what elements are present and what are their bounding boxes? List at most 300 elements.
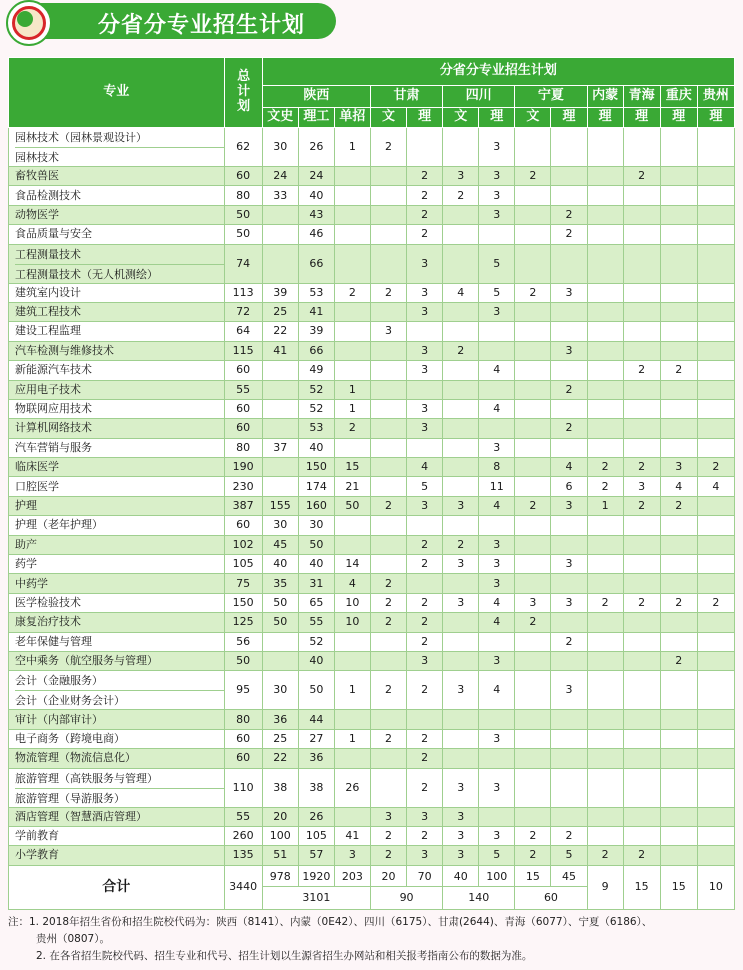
plan-cell: 2 [407, 535, 443, 554]
row-total: 260 [224, 826, 262, 845]
plan-cell: 24 [298, 167, 334, 186]
plan-cell: 10 [334, 593, 370, 612]
plan-cell: 1 [587, 496, 623, 515]
plan-cell [407, 574, 443, 593]
plan-cell [587, 167, 623, 186]
header-province: 宁夏 [515, 86, 587, 108]
plan-cell [443, 613, 479, 632]
plan-cell: 3 [623, 477, 660, 496]
plan-cell: 66 [298, 244, 334, 283]
plan-cell [370, 361, 406, 380]
row-total: 56 [224, 632, 262, 651]
plan-cell: 2 [407, 632, 443, 651]
plan-cell [443, 749, 479, 768]
plan-cell [443, 225, 479, 244]
plan-cell [587, 302, 623, 321]
footnotes [8, 914, 735, 965]
plan-cell [623, 729, 660, 748]
total-shaanxi: 978 1920 203 3101 [262, 865, 370, 909]
plan-cell [660, 710, 697, 729]
plan-cell [697, 729, 734, 748]
plan-cell: 3 [443, 593, 479, 612]
row-total: 60 [224, 361, 262, 380]
plan-cell [587, 535, 623, 554]
table-row [9, 496, 735, 515]
plan-cell [370, 768, 406, 807]
plan-cell [370, 244, 406, 283]
plan-cell: 37 [262, 438, 298, 457]
plan-cell [623, 632, 660, 651]
plan-cell [407, 322, 443, 341]
plan-cell [479, 710, 515, 729]
plan-cell [334, 244, 370, 283]
table-row [9, 555, 735, 574]
plan-cell [262, 632, 298, 651]
plan-cell: 3 [443, 826, 479, 845]
plan-cell [515, 671, 551, 710]
plan-cell: 2 [660, 496, 697, 515]
plan-cell [660, 167, 697, 186]
plan-cell [370, 710, 406, 729]
plan-cell: 31 [298, 574, 334, 593]
plan-cell [697, 399, 734, 418]
plan-cell: 2 [623, 846, 660, 865]
plan-cell: 26 [334, 768, 370, 807]
plan-cell [697, 807, 734, 826]
row-total: 230 [224, 477, 262, 496]
plan-cell: 50 [298, 671, 334, 710]
plan-cell: 3 [551, 555, 587, 574]
row-total: 60 [224, 516, 262, 535]
total-label: 合计 [9, 865, 225, 909]
plan-cell [660, 205, 697, 224]
plan-cell [697, 496, 734, 515]
major-name-line: 旅游管理（高铁服务与管理） [15, 771, 158, 785]
plan-cell: 22 [262, 749, 298, 768]
table-row [9, 729, 735, 748]
plan-cell [443, 419, 479, 438]
plan-cell [623, 535, 660, 554]
major-name: 临床医学 [9, 458, 225, 477]
plan-cell [443, 322, 479, 341]
plan-cell [697, 341, 734, 360]
plan-cell [262, 361, 298, 380]
plan-cell: 53 [298, 419, 334, 438]
plan-cell [551, 399, 587, 418]
plan-cell [551, 535, 587, 554]
plan-cell: 3 [407, 846, 443, 865]
header-sub: 理 [587, 108, 623, 128]
plan-cell [443, 729, 479, 748]
plan-cell: 26 [298, 128, 334, 167]
row-total: 55 [224, 380, 262, 399]
table-row [9, 419, 735, 438]
plan-cell [334, 225, 370, 244]
header-province: 重庆 [660, 86, 697, 108]
plan-cell [587, 361, 623, 380]
table-row [9, 671, 735, 710]
plan-cell: 4 [479, 361, 515, 380]
plan-cell: 40 [298, 438, 334, 457]
plan-cell [623, 710, 660, 729]
plan-cell [443, 128, 479, 167]
plan-cell: 40 [298, 555, 334, 574]
plan-cell: 3 [551, 283, 587, 302]
row-total: 150 [224, 593, 262, 612]
plan-cell: 160 [298, 496, 334, 515]
plan-cell [551, 574, 587, 593]
plan-cell: 2 [370, 283, 406, 302]
plan-cell [623, 574, 660, 593]
plan-cell: 2 [587, 477, 623, 496]
plan-cell: 2 [697, 458, 734, 477]
plan-cell: 22 [262, 322, 298, 341]
plan-cell [623, 555, 660, 574]
plan-cell [334, 807, 370, 826]
table-row [9, 710, 735, 729]
plan-cell: 30 [262, 128, 298, 167]
plan-cell [407, 710, 443, 729]
plan-cell: 1 [334, 399, 370, 418]
plan-cell: 4 [479, 593, 515, 612]
plan-cell [370, 419, 406, 438]
plan-cell [660, 555, 697, 574]
plan-cell: 3 [370, 322, 406, 341]
plan-cell [370, 399, 406, 418]
table-row [9, 438, 735, 457]
plan-cell [587, 749, 623, 768]
major-name [9, 671, 225, 710]
table-row [9, 128, 735, 167]
major-name [9, 128, 225, 167]
plan-cell [660, 749, 697, 768]
plan-cell: 4 [479, 613, 515, 632]
plan-cell: 3 [334, 846, 370, 865]
table-row [9, 574, 735, 593]
row-total: 387 [224, 496, 262, 515]
header-sub: 文 [515, 108, 551, 128]
table-row [9, 651, 735, 670]
plan-cell [660, 302, 697, 321]
plan-cell [587, 438, 623, 457]
row-total: 60 [224, 399, 262, 418]
plan-cell: 3 [479, 555, 515, 574]
plan-cell: 2 [407, 749, 443, 768]
plan-cell: 41 [334, 826, 370, 845]
plan-cell [551, 807, 587, 826]
plan-cell: 11 [479, 477, 515, 496]
plan-cell: 45 [262, 535, 298, 554]
plan-cell [697, 516, 734, 535]
plan-cell [623, 749, 660, 768]
plan-cell [334, 632, 370, 651]
plan-cell: 2 [660, 651, 697, 670]
major-name: 计算机网络技术 [9, 419, 225, 438]
table-row [9, 283, 735, 302]
plan-cell: 2 [551, 225, 587, 244]
major-name: 物联网应用技术 [9, 399, 225, 418]
plan-cell: 2 [370, 496, 406, 515]
plan-cell: 3 [443, 768, 479, 807]
plan-cell: 3 [407, 651, 443, 670]
row-total: 80 [224, 186, 262, 205]
plan-cell: 3 [407, 419, 443, 438]
plan-cell [443, 244, 479, 283]
plan-cell: 25 [262, 729, 298, 748]
plan-cell [370, 186, 406, 205]
plan-cell [697, 574, 734, 593]
plan-cell [660, 225, 697, 244]
plan-cell [334, 322, 370, 341]
plan-cell: 8 [479, 458, 515, 477]
plan-cell [623, 128, 660, 167]
plan-cell [623, 244, 660, 283]
major-name: 康复治疗技术 [9, 613, 225, 632]
plan-cell: 2 [443, 186, 479, 205]
table-row [9, 846, 735, 865]
plan-cell: 2 [407, 613, 443, 632]
banner [0, 0, 743, 46]
plan-cell: 2 [370, 613, 406, 632]
row-total: 72 [224, 302, 262, 321]
plan-cell [587, 341, 623, 360]
plan-cell: 1 [334, 380, 370, 399]
major-name-line: 会计（金融服务） [15, 674, 103, 688]
plan-cell: 3 [443, 846, 479, 865]
plan-cell [407, 128, 443, 167]
major-name: 学前教育 [9, 826, 225, 845]
major-name: 建筑室内设计 [9, 283, 225, 302]
plan-cell: 2 [551, 826, 587, 845]
major-name: 电子商务（跨境电商） [9, 729, 225, 748]
plan-cell [262, 419, 298, 438]
plan-cell [551, 729, 587, 748]
major-name-line: 工程测量技术 [15, 247, 81, 261]
plan-cell [443, 458, 479, 477]
plan-cell: 3 [479, 205, 515, 224]
plan-cell [587, 205, 623, 224]
header-total: 总计划 [224, 58, 262, 128]
plan-cell: 4 [551, 458, 587, 477]
plan-cell: 5 [551, 846, 587, 865]
plan-cell [660, 283, 697, 302]
plan-cell: 3 [551, 496, 587, 515]
plan-cell: 3 [479, 128, 515, 167]
plan-cell [660, 438, 697, 457]
plan-cell [660, 729, 697, 748]
plan-cell: 33 [262, 186, 298, 205]
major-name [9, 768, 225, 807]
plan-cell [334, 516, 370, 535]
plan-cell [660, 186, 697, 205]
plan-cell [697, 438, 734, 457]
plan-cell: 3 [479, 729, 515, 748]
plan-cell [697, 167, 734, 186]
row-total: 113 [224, 283, 262, 302]
plan-cell [370, 167, 406, 186]
plan-cell: 53 [298, 283, 334, 302]
plan-cell: 39 [262, 283, 298, 302]
table-row [9, 186, 735, 205]
plan-cell: 38 [262, 768, 298, 807]
plan-cell [515, 632, 551, 651]
plan-cell [479, 419, 515, 438]
table-row [9, 613, 735, 632]
header-sub: 文 [370, 108, 406, 128]
plan-cell [515, 419, 551, 438]
header-sub: 理 [551, 108, 587, 128]
plan-cell: 24 [262, 167, 298, 186]
plan-cell [262, 244, 298, 283]
plan-cell: 2 [515, 846, 551, 865]
plan-cell [407, 438, 443, 457]
row-total: 135 [224, 846, 262, 865]
plan-cell [515, 729, 551, 748]
total-grand: 3440 [224, 865, 262, 909]
plan-cell [515, 477, 551, 496]
plan-cell: 40 [262, 555, 298, 574]
table-row [9, 516, 735, 535]
plan-cell [334, 651, 370, 670]
table-row [9, 167, 735, 186]
major-name: 酒店管理（智慧酒店管理） [9, 807, 225, 826]
plan-cell [623, 516, 660, 535]
plan-cell: 4 [660, 477, 697, 496]
table-row [9, 399, 735, 418]
plan-cell: 3 [479, 826, 515, 845]
plan-cell: 2 [370, 846, 406, 865]
plan-cell [370, 477, 406, 496]
plan-cell [551, 361, 587, 380]
major-name: 应用电子技术 [9, 380, 225, 399]
plan-cell: 25 [262, 302, 298, 321]
plan-cell: 3 [443, 807, 479, 826]
plan-cell [623, 613, 660, 632]
plan-cell: 2 [515, 167, 551, 186]
plan-cell [623, 341, 660, 360]
major-name: 畜牧兽医 [9, 167, 225, 186]
total-guizhou: 10 [697, 865, 734, 909]
total-neimeng: 9 [587, 865, 623, 909]
plan-cell [515, 555, 551, 574]
plan-cell: 46 [298, 225, 334, 244]
plan-cell [697, 826, 734, 845]
plan-cell [660, 846, 697, 865]
plan-cell [623, 438, 660, 457]
plan-cell [515, 186, 551, 205]
plan-cell [262, 225, 298, 244]
plan-cell [587, 768, 623, 807]
plan-cell [370, 535, 406, 554]
plan-cell [515, 651, 551, 670]
plan-cell [660, 419, 697, 438]
plan-cell [479, 322, 515, 341]
plan-cell [660, 613, 697, 632]
plan-cell: 3 [407, 361, 443, 380]
plan-cell [697, 225, 734, 244]
plan-cell: 4 [479, 671, 515, 710]
plan-cell [479, 749, 515, 768]
plan-cell [551, 302, 587, 321]
major-name: 护理 [9, 496, 225, 515]
table-row [9, 749, 735, 768]
plan-cell [443, 399, 479, 418]
plan-cell [370, 302, 406, 321]
plan-cell: 3 [551, 341, 587, 360]
plan-cell [334, 186, 370, 205]
plan-cell: 3 [443, 671, 479, 710]
plan-cell [623, 225, 660, 244]
plan-cell: 3 [407, 399, 443, 418]
plan-cell [587, 807, 623, 826]
plan-cell: 2 [623, 593, 660, 612]
plan-cell: 2 [623, 167, 660, 186]
plan-cell: 10 [334, 613, 370, 632]
header-major: 专业 [9, 58, 225, 128]
plan-cell: 2 [370, 826, 406, 845]
plan-cell [479, 225, 515, 244]
plan-cell: 30 [262, 516, 298, 535]
plan-cell [334, 749, 370, 768]
table-row [9, 807, 735, 826]
plan-cell [587, 574, 623, 593]
note-line-1: 注：1. 2018年招生省份和招生院校代码为：陕西（8141）、内蒙（0E42）、四川（6175）、甘肃(2644)、青海（6077）、宁夏（6186）、 [8, 916, 653, 928]
plan-cell: 2 [443, 341, 479, 360]
header-plan-title: 分省分专业招生计划 [262, 58, 734, 86]
plan-cell [551, 651, 587, 670]
plan-cell [262, 380, 298, 399]
plan-cell [515, 438, 551, 457]
plan-cell [697, 186, 734, 205]
major-name: 动物医学 [9, 205, 225, 224]
plan-cell [370, 632, 406, 651]
plan-cell [660, 399, 697, 418]
plan-cell [443, 302, 479, 321]
enrollment-plan-table [8, 57, 735, 910]
plan-cell [334, 341, 370, 360]
plan-cell: 57 [298, 846, 334, 865]
plan-cell [515, 516, 551, 535]
plan-cell [697, 749, 734, 768]
table-row [9, 768, 735, 807]
plan-cell [551, 613, 587, 632]
plan-cell [587, 729, 623, 748]
table-row [9, 632, 735, 651]
plan-cell: 52 [298, 380, 334, 399]
plan-cell [660, 632, 697, 651]
major-name: 食品检测技术 [9, 186, 225, 205]
plan-cell [697, 322, 734, 341]
plan-cell [515, 244, 551, 283]
plan-cell [697, 768, 734, 807]
plan-cell: 2 [551, 380, 587, 399]
plan-cell [623, 283, 660, 302]
major-name: 汽车检测与维修技术 [9, 341, 225, 360]
plan-cell [407, 516, 443, 535]
plan-cell [407, 380, 443, 399]
plan-cell: 40 [298, 651, 334, 670]
major-name: 药学 [9, 555, 225, 574]
plan-cell: 39 [298, 322, 334, 341]
plan-cell: 2 [407, 167, 443, 186]
plan-cell: 27 [298, 729, 334, 748]
plan-cell [515, 399, 551, 418]
plan-cell [623, 671, 660, 710]
plan-cell [660, 826, 697, 845]
plan-cell [515, 535, 551, 554]
plan-cell [587, 671, 623, 710]
plan-cell [443, 438, 479, 457]
